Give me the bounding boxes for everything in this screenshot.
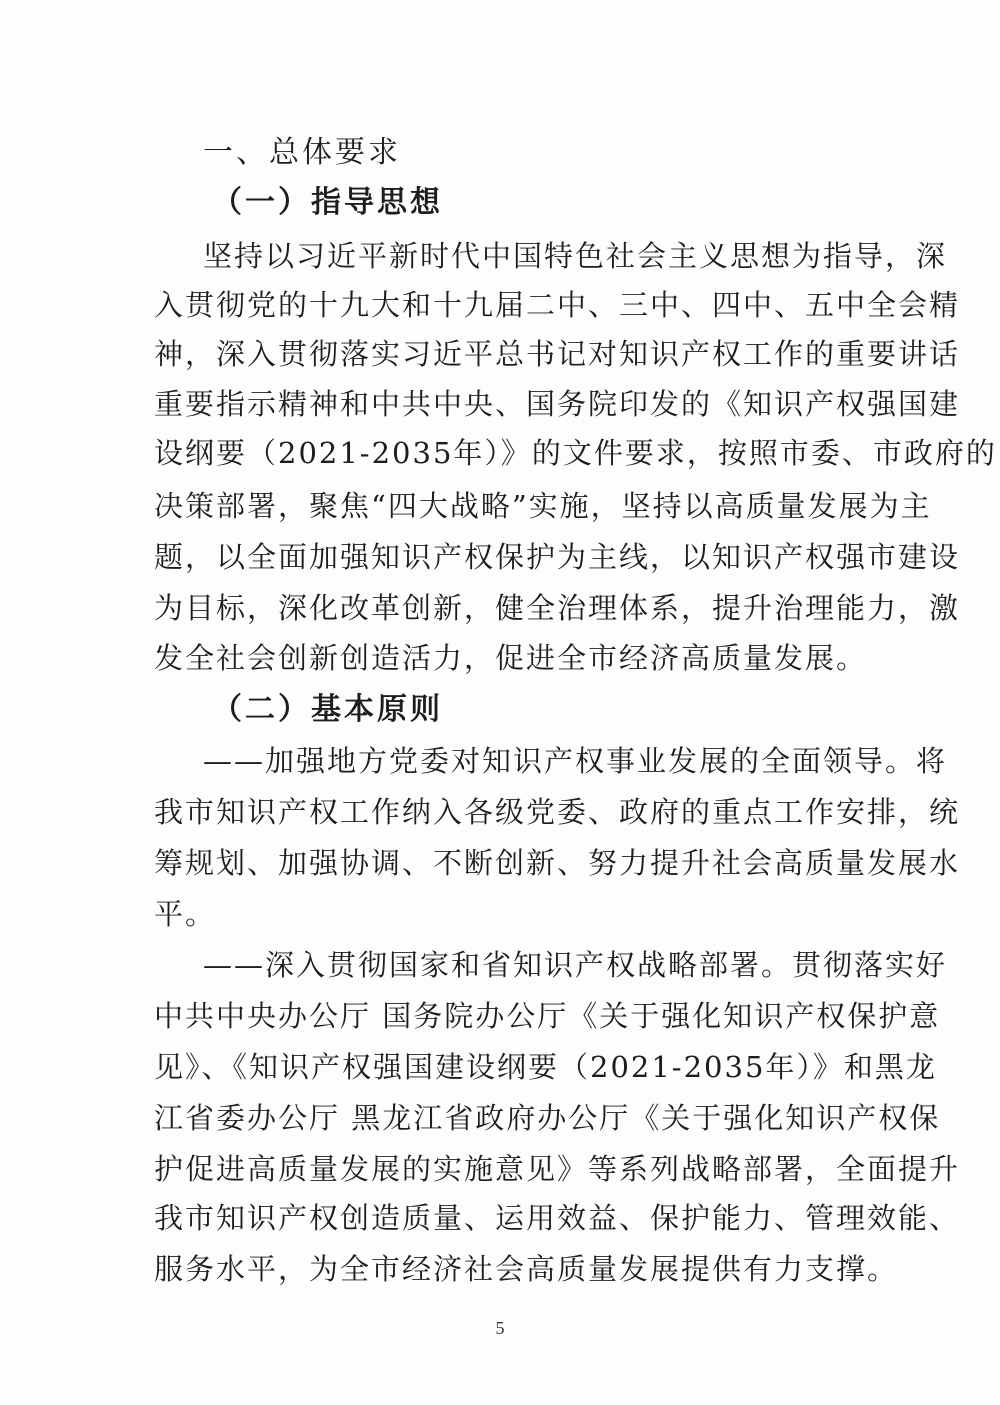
paragraph-line: 护促进高质量发展的实施意见》等系列战略部署，全面提升 (154, 1152, 961, 1186)
paragraph-line: 神，深入贯彻落实习近平总书记对知识产权工作的重要讲话 (154, 337, 961, 371)
paragraph-line: 题，以全面加强知识产权保护为主线，以知识产权强市建设 (154, 540, 961, 574)
paragraph-line: 筹规划、加强协调、不断创新、努力提升社会高质量发展水 (154, 846, 961, 880)
paragraph-line: ——深入贯彻国家和省知识产权战略部署。贯彻落实好 (203, 948, 948, 982)
paragraph-line: 坚持以习近平新时代中国特色社会主义思想为指导，深 (203, 239, 948, 273)
paragraph-line: ——加强地方党委对知识产权事业发展的全面领导。将 (203, 744, 948, 778)
paragraph-line: 我市知识产权工作纳入各级党委、政府的重点工作安排，统 (154, 795, 961, 829)
paragraph-line: 服务水平，为全市经济社会高质量发展提供有力支撑。 (154, 1252, 899, 1286)
paragraph-line: 重要指示精神和中共中央、国务院印发的《知识产权强国建 (154, 387, 961, 421)
paragraph-line: 入贯彻党的十九大和十九届二中、三中、四中、五中全会精 (154, 288, 961, 322)
subsection-heading-guiding-ideology: （一）指导思想 (212, 185, 443, 220)
paragraph-line: 我市知识产权创造质量、运用效益、保护能力、管理效能、 (154, 1201, 961, 1235)
paragraph-line: 为目标，深化改革创新，健全治理体系，提升治理能力，激 (154, 591, 961, 625)
paragraph-line: 设纲要（2021-2035年）》的文件要求，按照市委、市政府的 (154, 436, 997, 470)
page-number: 5 (495, 1318, 505, 1338)
paragraph-line: 决策部署，聚焦“四大战略”实施，坚持以高质量发展为主 (154, 489, 932, 523)
subsection-heading-basic-principles: （二）基本原则 (212, 692, 443, 727)
paragraph-line: 发全社会创新创造活力，促进全市经济高质量发展。 (154, 641, 868, 675)
paragraph-line: 见》、《知识产权强国建设纲要（2021-2035年）》和黑龙 (154, 1050, 937, 1084)
paragraph-line: 平。 (154, 897, 217, 931)
paragraph-line: 江省委办公厅 黑龙江省政府办公厅《关于强化知识产权保 (154, 1101, 941, 1135)
section-heading: 一、总体要求 (203, 135, 401, 170)
paragraph-line: 中共中央办公厅 国务院办公厅《关于强化知识产权保护意 (154, 999, 941, 1033)
